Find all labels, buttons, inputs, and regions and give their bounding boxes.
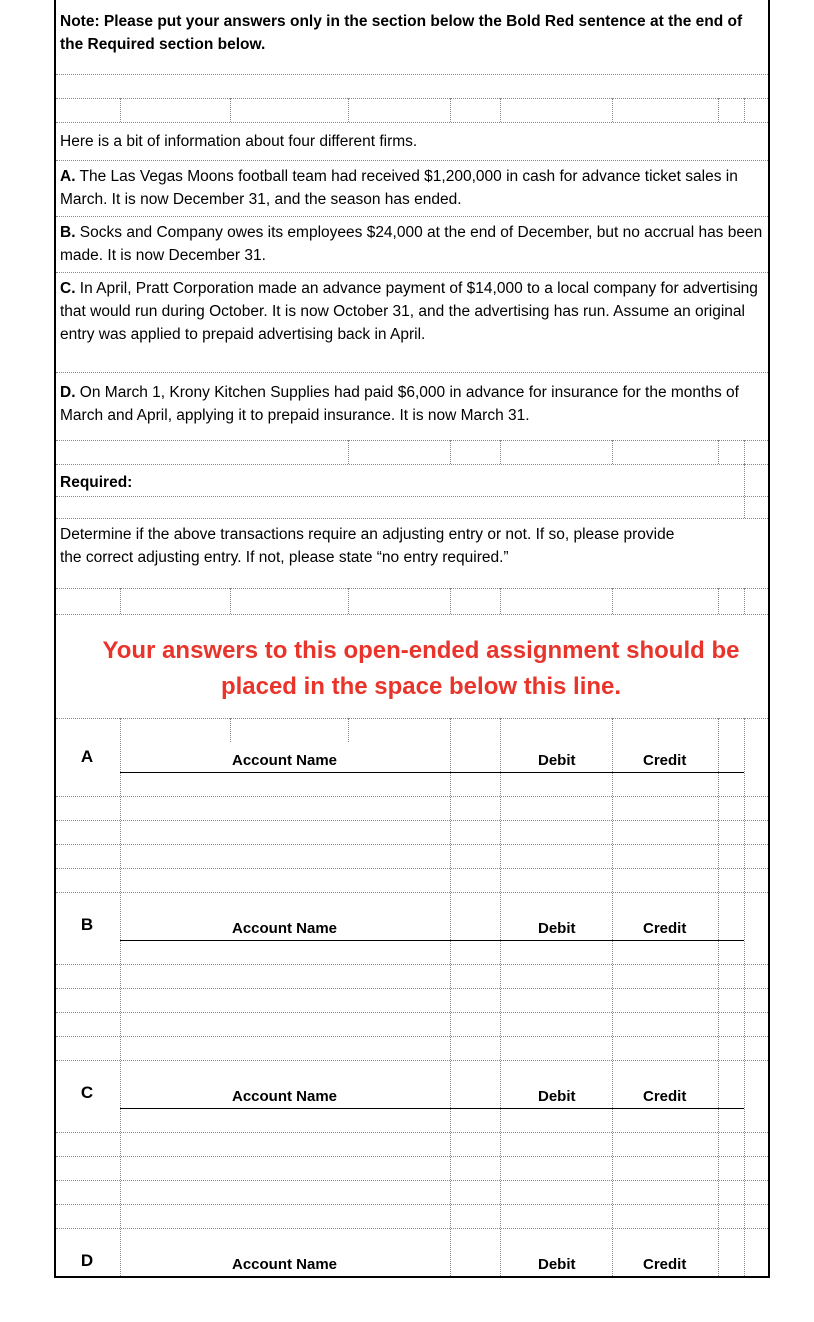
account-name-header: Account Name: [232, 1256, 338, 1273]
required-label: Required:: [60, 474, 133, 491]
grid-line: [56, 74, 768, 75]
credit-header: Credit: [643, 752, 687, 769]
worksheet: [54, 0, 770, 1278]
entry-letter: C: [80, 1083, 94, 1102]
debit-header: Debit: [538, 752, 576, 769]
grid-line: [56, 122, 768, 123]
debit-header: Debit: [538, 1256, 576, 1273]
item-a: A. The Las Vegas Moons football team had received $1,200,000 in cash for advance ticket sales in March. It is now December 31, and the season has ended.: [60, 168, 738, 208]
entry-block-c: [56, 1078, 768, 1246]
debit-header: Debit: [538, 920, 576, 937]
entry-letter: A: [80, 747, 94, 766]
credit-header: Credit: [643, 920, 687, 937]
intro-text: Here is a bit of information about four different firms.: [60, 133, 418, 150]
entry-letter: B: [80, 915, 94, 934]
account-name-header: Account Name: [232, 920, 338, 937]
entry-block-d: [56, 1246, 768, 1276]
entry-block-b: [56, 910, 768, 1078]
item-c: C. In April, Pratt Corporation made an advance payment of $14,000 to a local company for advertising that would run during October. It is now October 31, and the advertising has run. Assume an original entry was applied to prepaid advertising back in April.: [60, 280, 758, 343]
account-name-header: Account Name: [232, 752, 338, 769]
entry-block-a: [56, 742, 768, 910]
note-text: Note: Please put your answers only in the section below the Bold Red sentence at the end of the Required section below.: [60, 13, 743, 53]
item-b: B. Socks and Company owes its employees $24,000 at the end of December, but no accrual has been made. It is now December 31.: [60, 224, 763, 264]
grid-line: [56, 98, 768, 99]
red-notice: Your answers to this open-ended assignment should be placed in the space below this line.: [102, 637, 740, 700]
instructions-text: Determine if the above transactions require an adjusting entry or not. If so, please provide the correct adjusting entry. If not, please state “no entry required.”: [60, 526, 675, 566]
account-name-header: Account Name: [232, 1088, 338, 1105]
credit-header: Credit: [643, 1088, 687, 1105]
item-d: D. On March 1, Krony Kitchen Supplies had paid $6,000 in advance for insurance for the months of March and April, applying it to prepaid insurance. It is now March 31.: [60, 384, 739, 424]
credit-header: Credit: [643, 1256, 687, 1273]
entry-letter: D: [80, 1251, 94, 1270]
debit-header: Debit: [538, 1088, 576, 1105]
